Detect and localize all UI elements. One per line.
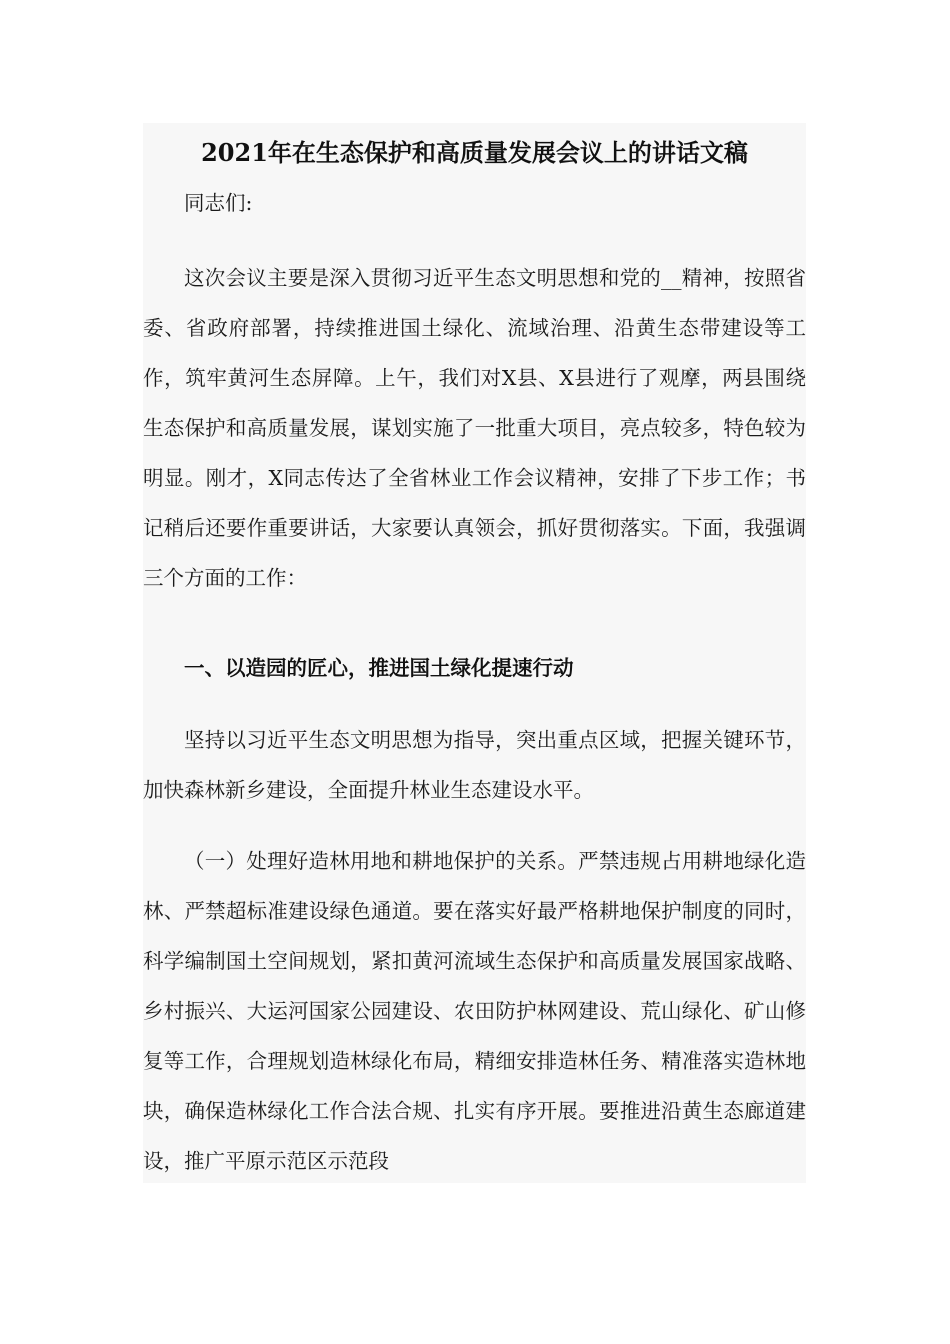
document-body [143,123,806,1183]
salutation: 同志们: [184,191,253,215]
section-1-item-1-paragraph: （一）处理好造林用地和耕地保护的关系。严禁违规占用耕地绿化造林、严禁超标准建设绿色通道。要在落实好最严格耕地保护制度的同时，科学编制国土空间规划，紧扣黄河流域生态保护和高质量发展国家战略、乡村振兴、大运河国家公园建设、农田防护林网建设、荒山绿化、矿山修复等工作，合理规划造林绿化布局，精细安排造林任务、精准落实造林地块，确保造林绿化工作合法合规、扎实有序开展。要推进沿黄生态廊道建设，推广平原示范区示范段 [143,849,806,1173]
section-heading-1: 一、以造园的匠心，推进国土绿化提速行动 [184,656,574,680]
section-1-intro-paragraph: 坚持以习近平生态文明思想为指导，突出重点区域，把握关键环节，加快森林新乡建设，全面提升林业生态建设水平。 [143,728,806,802]
document-title: 2021年在生态保护和高质量发展会议上的讲话文稿 [201,138,748,167]
intro-paragraph: 这次会议主要是深入贯彻习近平生态文明思想和党的__精神，按照省委、省政府部署，持续推进国土绿化、流域治理、沿黄生态带建设等工作，筑牢黄河生态屏障。上午，我们对X县、X县进行了观摩，两县围绕生态保护和高质量发展，谋划实施了一批重大项目，亮点较多，特色较为明显。刚才，X同志传达了全省林业工作会议精神，安排了下步工作；书记稍后还要作重要讲话，大家要认真领会，抓好贯彻落实。下面，我强调三个方面的工作： [143,266,806,590]
